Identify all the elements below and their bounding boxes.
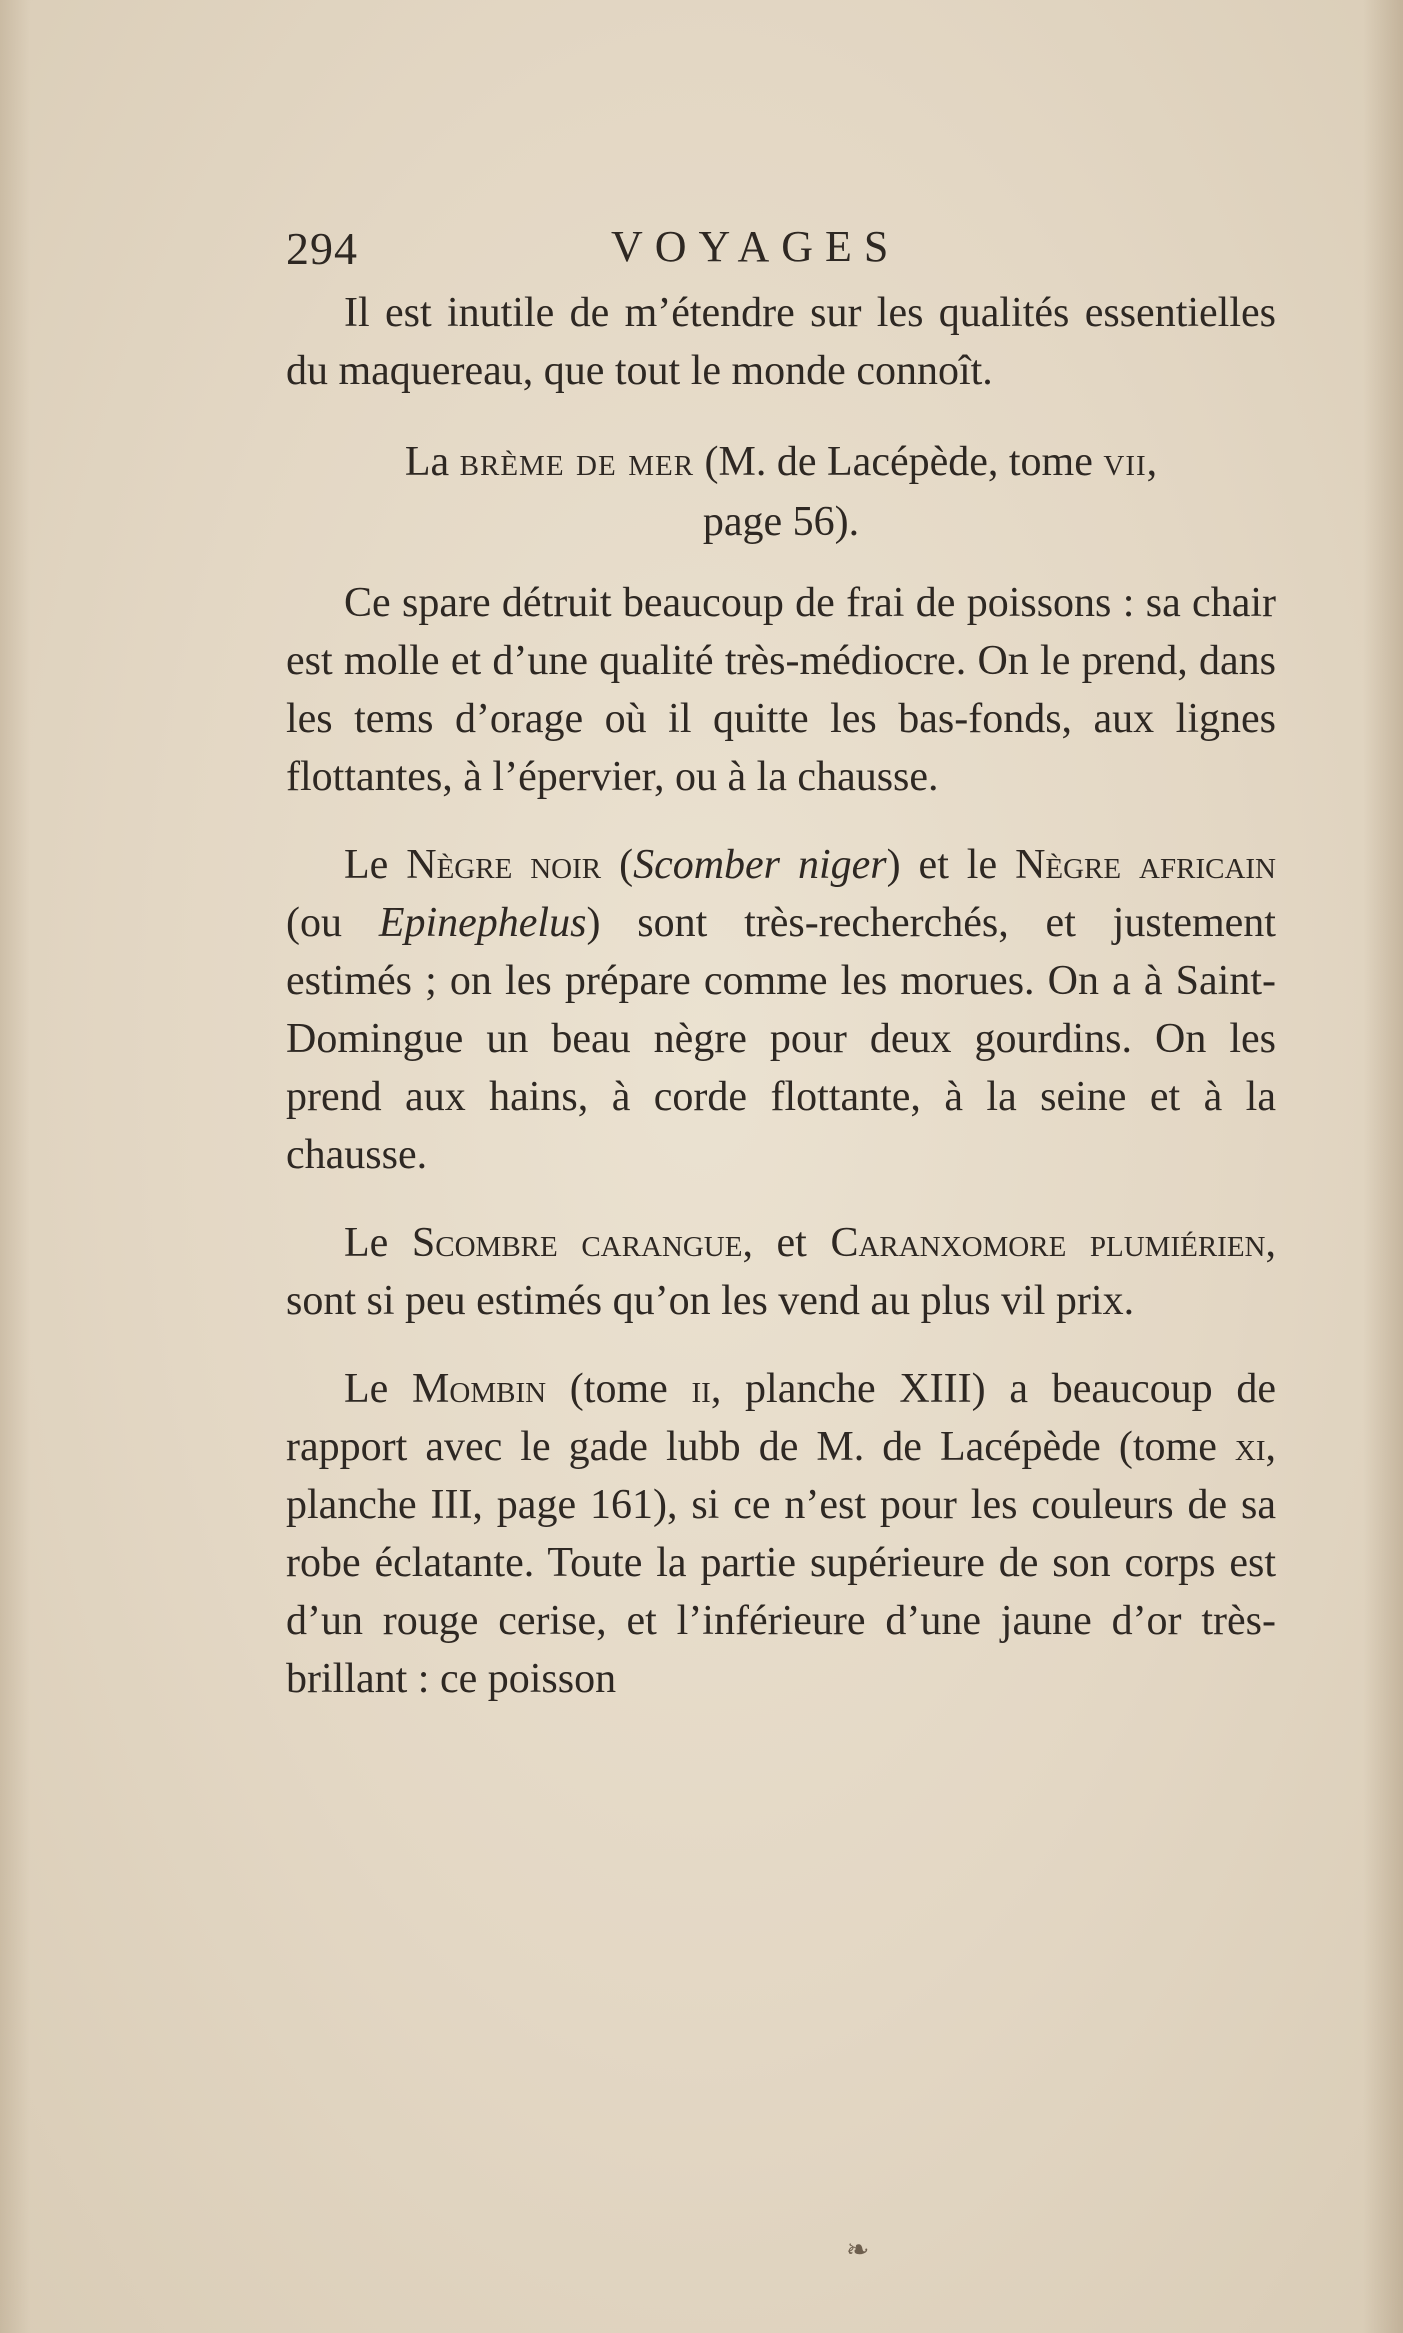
mombin-ref1: (tome — [546, 1366, 692, 1412]
negre-latin-name: Scomber niger — [633, 842, 887, 888]
breme-ref: (M. de Lacépède, tome — [694, 439, 1104, 485]
page-edge-right — [1363, 0, 1403, 2333]
scombre-le: Le — [344, 1220, 412, 1266]
scombre-name: Scombre carangue — [411, 1220, 743, 1266]
paragraph-maquereau: Il est inutile de m’étendre sur les qualités essentielles du maquereau, que tout le monde connoît. — [286, 290, 1276, 394]
running-head — [286, 210, 1276, 280]
paragraph-breme-heading — [286, 432, 1276, 552]
breme-ref-end: , — [1146, 439, 1158, 485]
paragraph-scombre — [286, 1214, 1276, 1330]
breme-article: La — [404, 439, 460, 485]
page-edge-left — [0, 0, 30, 2333]
negre-noir-name: Nègre noir — [406, 842, 602, 888]
scombre-et: , et — [742, 1220, 831, 1266]
page-number: 294 — [286, 223, 358, 274]
mombin-name: Mombin — [412, 1366, 547, 1412]
epinephelus-latin-name: Epinephelus — [378, 900, 587, 946]
negre-paren-close: ) et le — [886, 842, 1016, 888]
negre-ou: (ou — [286, 900, 379, 946]
running-title: VOYAGES — [611, 222, 901, 271]
mombin-rest1: , planche XIII) a beaucoup de rapport avec le gade lubb de M. de Lacépède (tome — [286, 1366, 1277, 1470]
negre-paren-open: ( — [601, 842, 634, 888]
mombin-tome1: ii — [691, 1366, 711, 1412]
scombre-rest: , sont si peu estimés qu’on les vend au plus vil prix. — [286, 1220, 1276, 1324]
mombin-tome2: xi — [1234, 1424, 1266, 1470]
negre-le: Le — [344, 842, 407, 888]
breme-tome: vii — [1103, 439, 1147, 485]
paragraph-spare: Ce spare détruit beaucoup de frai de poissons : sa chair est molle et d’une qualité très-médiocre. On le prend, dans les tems d’orage où il quitte les bas-fonds, aux lignes flottantes, à l’épervier, ou à la chausse. — [286, 580, 1276, 800]
caranxomore-name: Caranxomore plumiérien — [830, 1220, 1266, 1266]
mombin-rest2: , planche III, page 161), si ce n’est pour les couleurs de sa robe éclatante. Toute la partie supérieure de son corps est d’un rouge cerise, et l’inférieure d’une jaune d’or très-brillant : ce poisson — [286, 1424, 1276, 1702]
paragraph-mombin — [286, 1360, 1276, 1708]
text-block — [286, 210, 1276, 1708]
breme-name: brème de mer — [459, 439, 695, 485]
breme-page-line: page 56). — [702, 499, 860, 545]
negre-africain-name: Nègre africain — [1015, 842, 1277, 888]
mombin-le: Le — [344, 1366, 413, 1412]
negre-rest: ) sont très-recherchés, et justement estimés ; on les prépare comme les morues. On a à Saint-Domingue un beau nègre pour deux gourdins. On les prend aux hains, à corde flottante, à la seine et à la chausse. — [286, 900, 1276, 1178]
paragraph-negre — [286, 836, 1276, 1184]
ink-mark: ❧ — [846, 2233, 870, 2266]
